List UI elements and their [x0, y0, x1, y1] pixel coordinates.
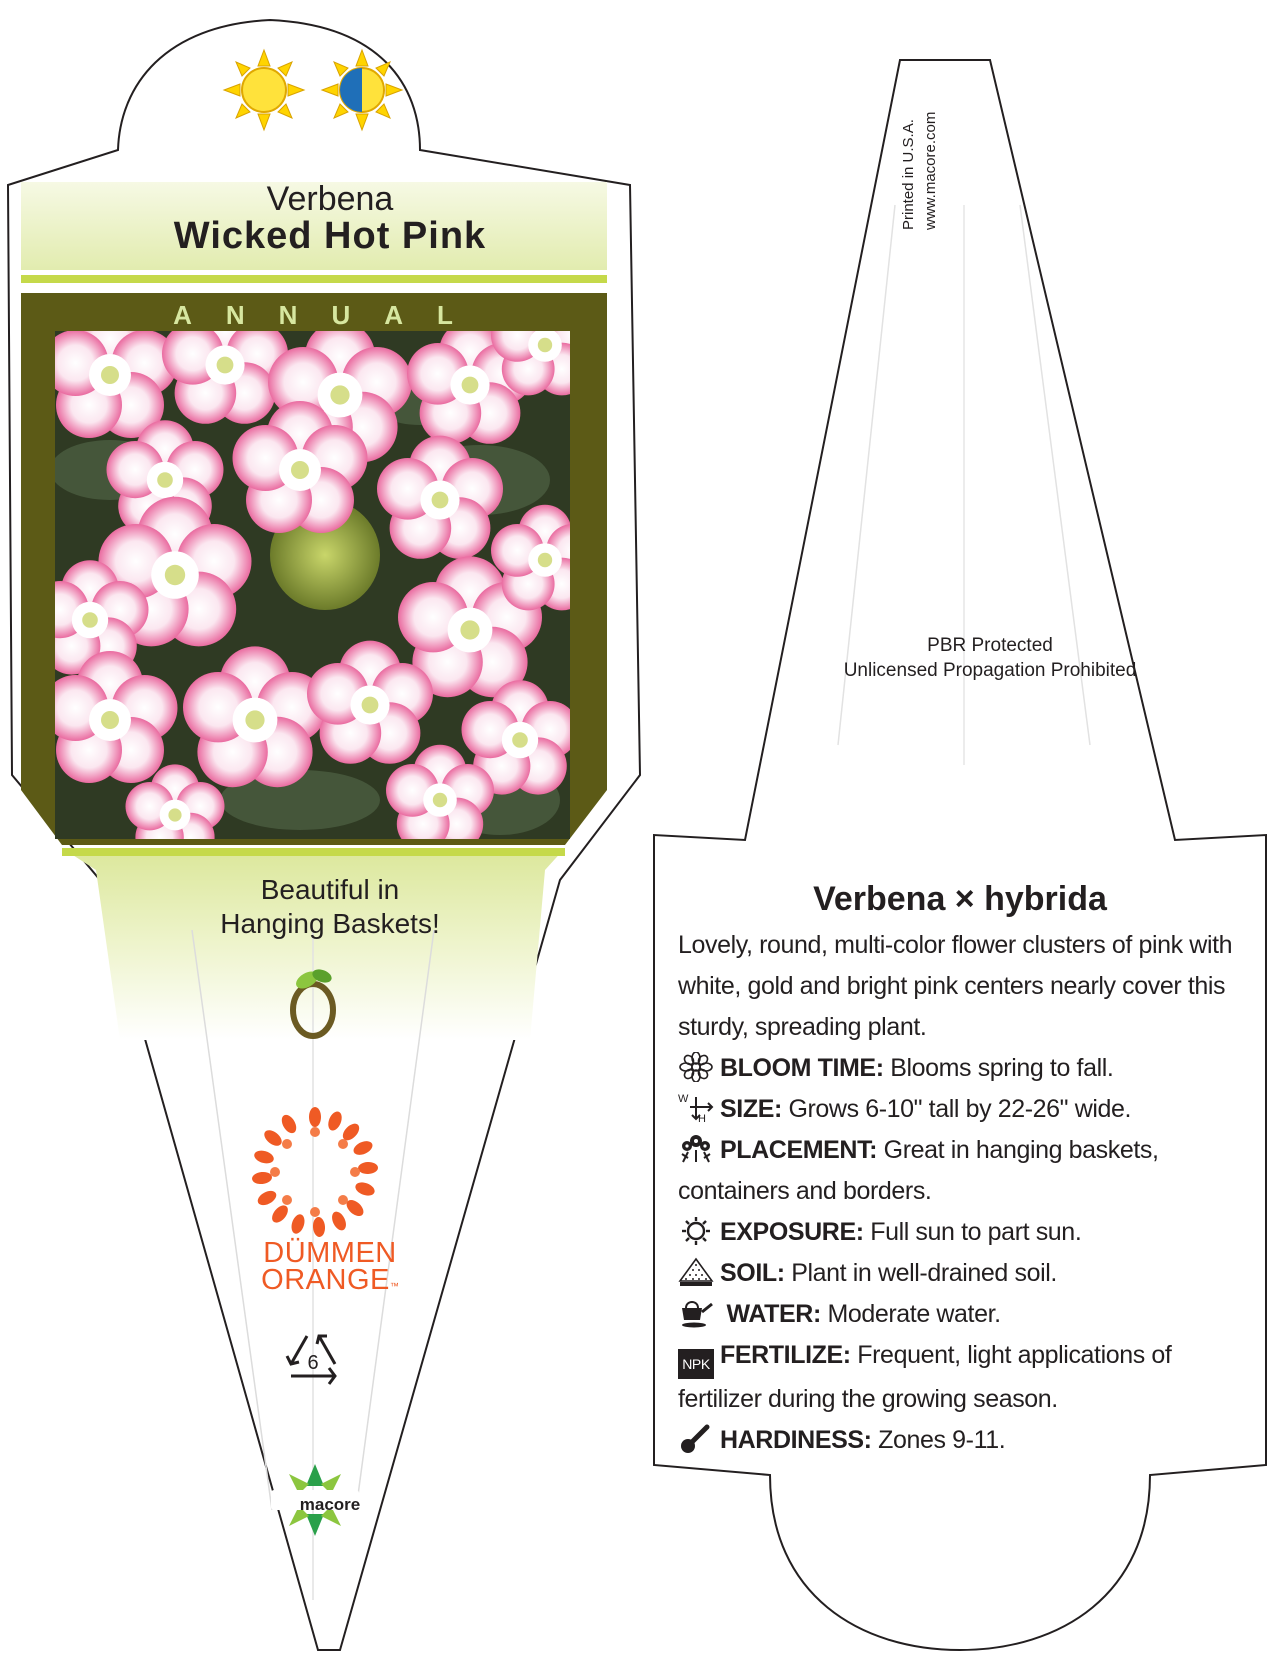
sun-icon [678, 1216, 714, 1246]
attr-hardiness [678, 1420, 1258, 1461]
attr-text: Grows 6-10" tall by 22-26" wide. [788, 1095, 1132, 1123]
attr-text: Frequent, light applications of fertilizer during the growing season. [678, 1341, 1172, 1413]
attr-label: EXPOSURE: [720, 1218, 864, 1246]
attr-text: Plant in well-drained soil. [791, 1259, 1057, 1287]
attr-text: Great in hanging baskets, containers and borders. [678, 1136, 1159, 1205]
pbr-line2: Unlicensed Propagation Prohibited [843, 660, 1137, 681]
watering-can-icon [678, 1298, 714, 1328]
attr-label: PLACEMENT: [720, 1136, 878, 1164]
attr-exposure [678, 1212, 1258, 1253]
macore-wordmark: macore [299, 1495, 361, 1514]
thermometer-icon [678, 1424, 714, 1454]
part-sun-icon [322, 50, 402, 130]
attr-text: Moderate water. [827, 1300, 1001, 1328]
plant-variety: Wicked Hot Pink [173, 215, 487, 257]
attr-text: Full sun to part sun. [870, 1218, 1082, 1246]
attr-bloom-time [678, 1048, 1258, 1089]
placement-icon [678, 1134, 714, 1164]
attr-label: FERTILIZE: [720, 1341, 851, 1369]
size-icon [678, 1093, 714, 1123]
brand-line2 [200, 1264, 460, 1300]
soil-icon [678, 1257, 714, 1287]
attr-water [678, 1294, 1258, 1335]
tagline-line1: Beautiful in [260, 874, 400, 905]
plant-description [678, 925, 1258, 1461]
brand-name [200, 1237, 460, 1300]
flower-icon [678, 1052, 714, 1082]
tagline-line2: Hanging Baskets! [220, 908, 440, 939]
plant-genus: Verbena [266, 180, 394, 218]
brand-line2-text: ORANGE [261, 1264, 390, 1296]
recycle-code: 6 [307, 1352, 319, 1374]
attr-fertilize [678, 1335, 1258, 1420]
printed-url: www.macore.com [922, 111, 939, 230]
flower-photo [32, 290, 600, 861]
size-icon-w: W [678, 1093, 688, 1105]
attr-label: SIZE: [720, 1095, 782, 1123]
scientific-name: Verbena × hybrida [813, 880, 1107, 918]
attr-text: Blooms spring to fall. [890, 1054, 1114, 1082]
npk-icon: NPK [678, 1349, 714, 1379]
attr-label: SOIL: [720, 1259, 785, 1287]
attr-placement [678, 1130, 1258, 1212]
brand-tm: ™ [389, 1281, 399, 1291]
attr-label: HARDINESS: [720, 1426, 872, 1454]
plant-category: ANNUAL [173, 300, 487, 330]
size-icon-h: H [698, 1113, 706, 1125]
pbr-notice [760, 633, 1220, 683]
printed-info [900, 60, 960, 230]
attr-text: Zones 9-11. [878, 1426, 1006, 1454]
attr-label: BLOOM TIME: [720, 1054, 884, 1082]
full-sun-icon [224, 50, 304, 130]
description-text: Lovely, round, multi-color flower clusters of pink with white, gold and bright pink centers nearly cover this sturdy, spreading plant. [678, 931, 1233, 1041]
brand-line1: DÜMMEN [263, 1237, 397, 1269]
attr-size [678, 1089, 1258, 1130]
pbr-line1: PBR Protected [927, 635, 1053, 656]
attr-soil [678, 1253, 1258, 1294]
attr-label: WATER: [726, 1300, 821, 1328]
tagline [90, 873, 570, 941]
printed-in: Printed in U.S.A. [900, 119, 917, 230]
